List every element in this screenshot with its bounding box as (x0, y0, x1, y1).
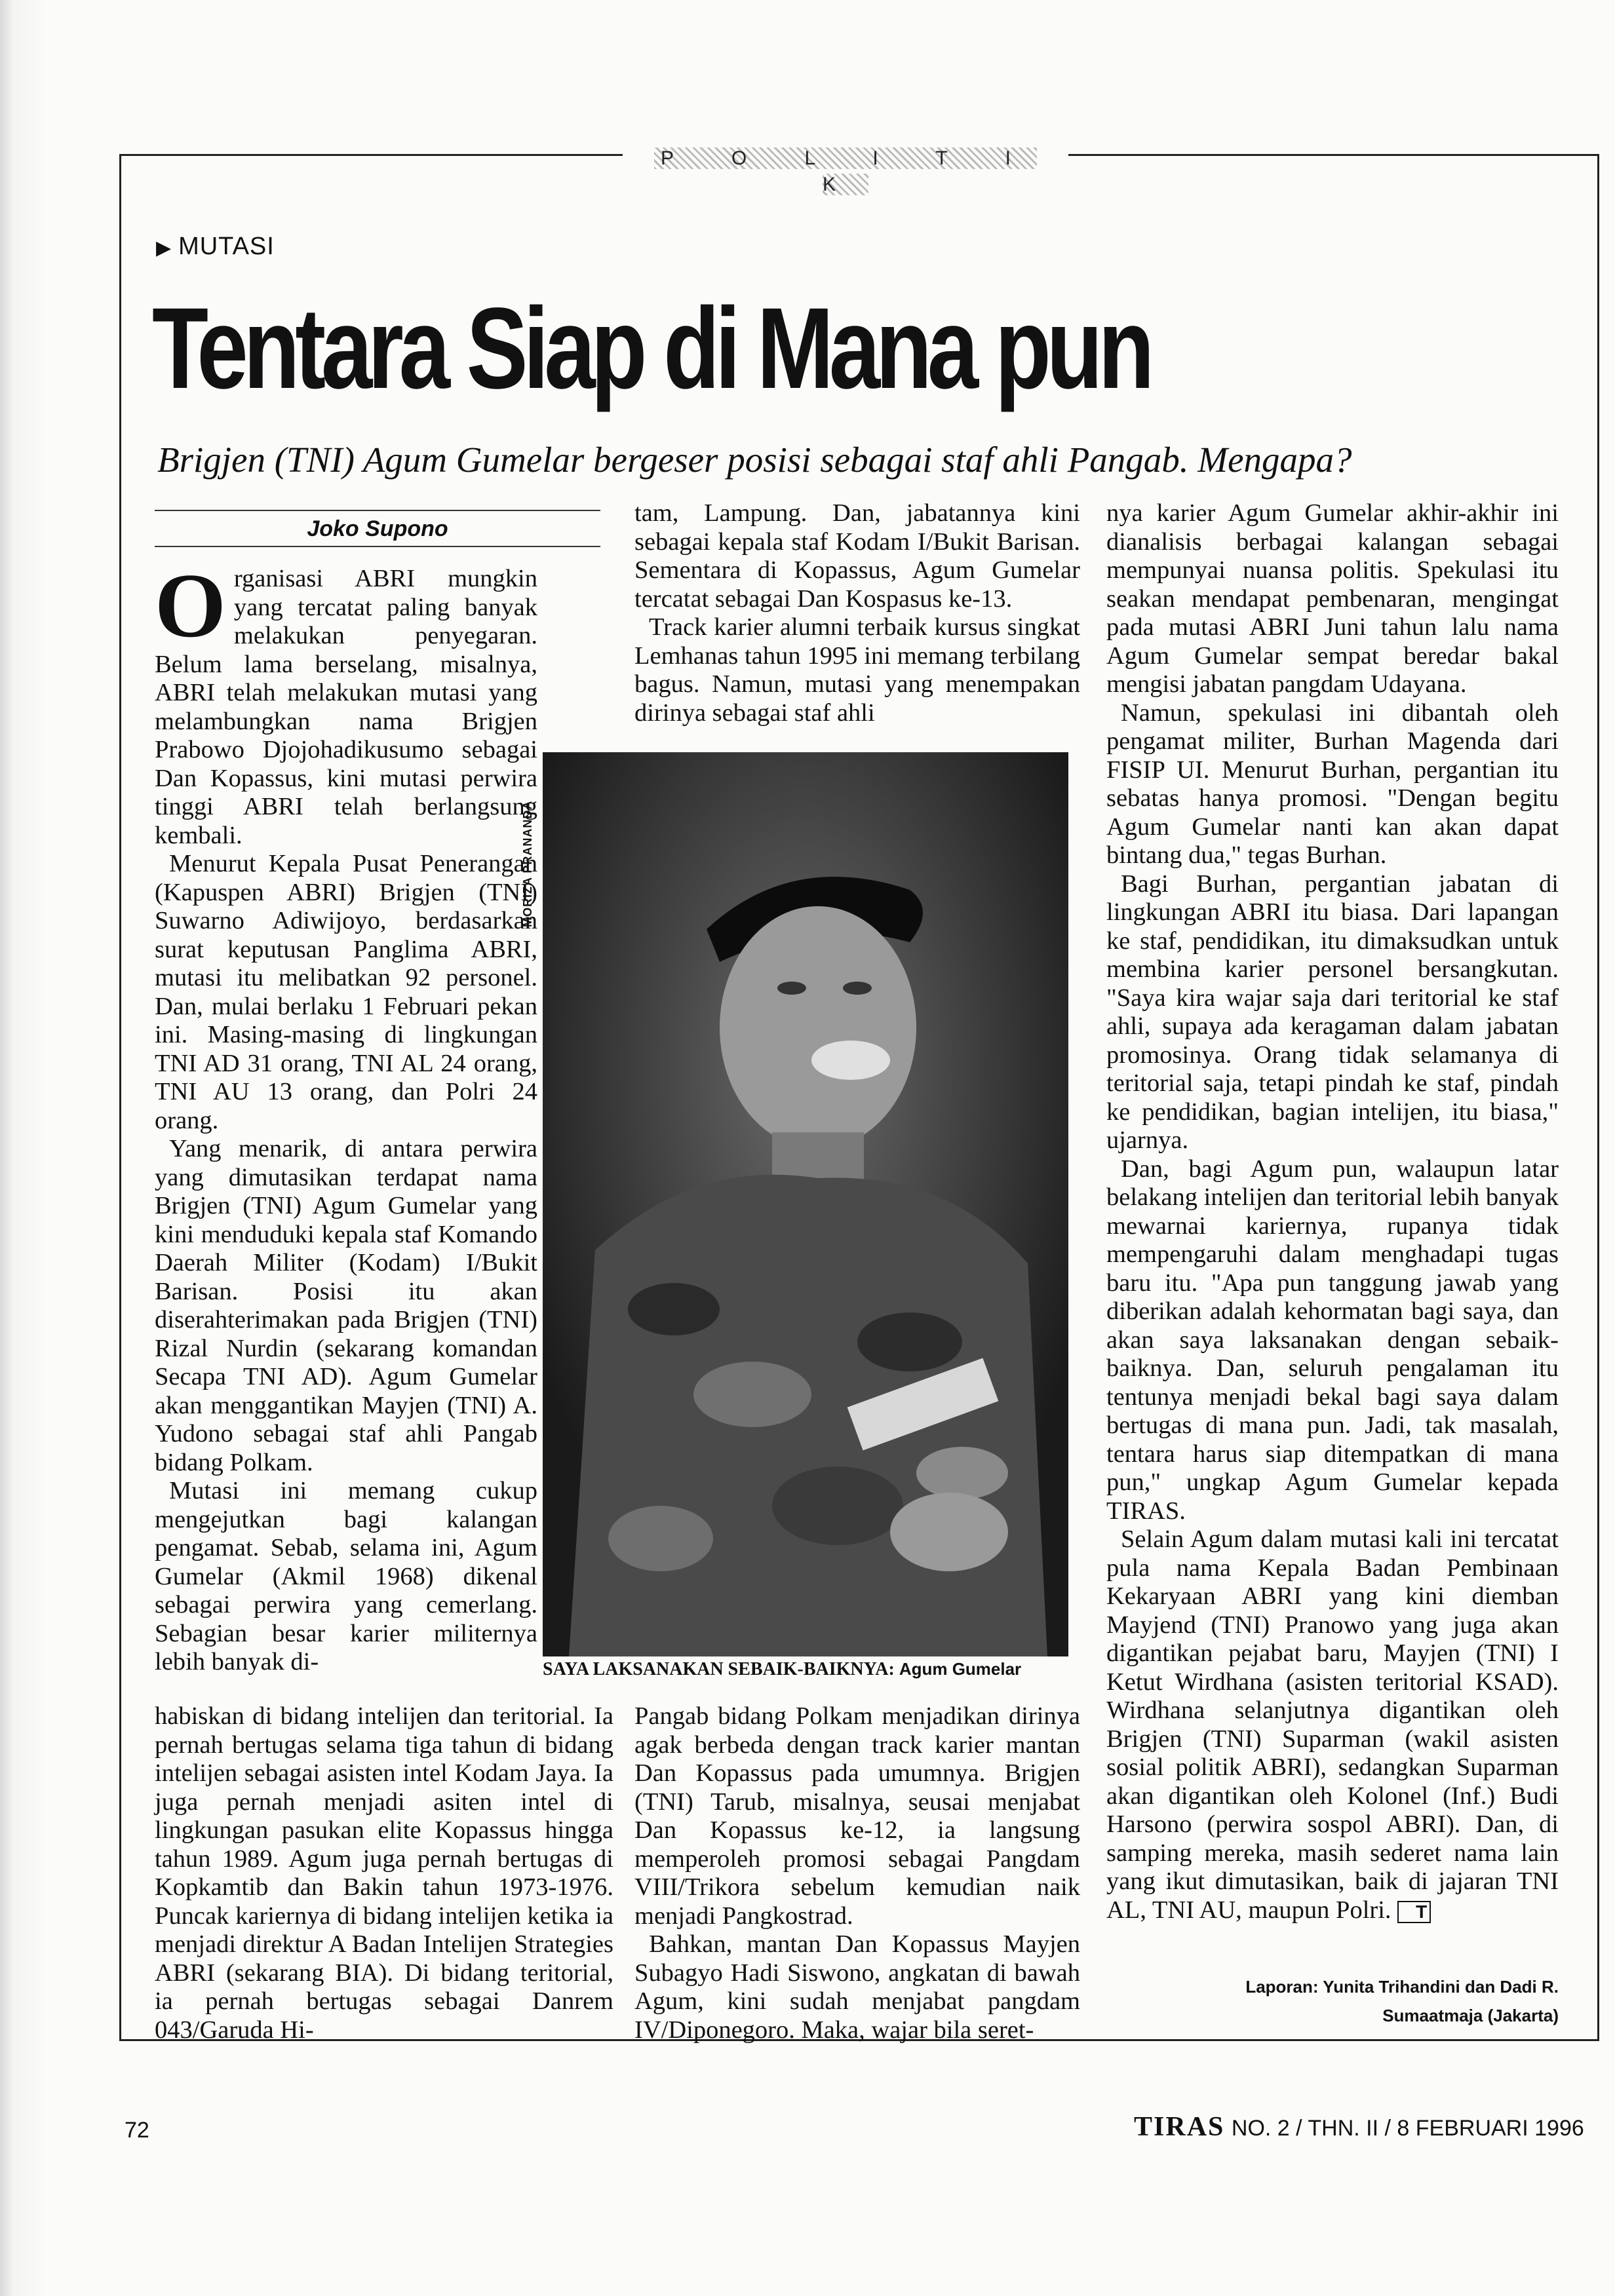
byline: Joko Supono (307, 516, 448, 541)
paragraph: Selain Agum dalam mutasi kali ini tercatat pula nama Kepala Badan Pembinaan Kekaryaan ABRI yang kini diemban Mayjend (TNI) Pranowo yang juga akan digantikan pejabat baru, Mayjen (TNI) I Ketut Wirdhana (asisten teritorial KSAD). Wirdhana selanjutnya digantikan oleh Brigjen (TNI) Suparman (wakil asisten sosial politik ABRI), sedangkan Suparman akan digantikan oleh Kolonel (Inf.) Budi Harsono (perwira sospol ABRI). Dan, di samping mereka, masih sederet nama lain yang ikut dimutasikan, baik di jajaran TNI AL, TNI AU, maupun Polri. T (1106, 1525, 1559, 1924)
caption-subject: Agum Gumelar (899, 1659, 1022, 1679)
arrow-icon: ▶ (156, 237, 172, 259)
soldier-portrait-image (543, 752, 1068, 1656)
paragraph: Dan, bagi Agum pun, walaupun latar belakang intelijen dan teritorial lebih banyak mewarnai kariernya, rupanya tidak mempengaruhi dalam menghadapi tugas baru itu. "Apa pun tanggung jawab yang diberikan adalah kehormatan bagi saya, dan akan saya laksanakan dengan sebaik-baiknya. Dan, seluruh pengalaman itu tentunya menjadi bekal bagi saya dalam bertugas di mana pun. Jadi, tak masalah, tentara harus siap ditempatkan di mana pun," ungkap Agum Gumelar kepada TIRAS. (1106, 1155, 1559, 1525)
divider (155, 510, 600, 511)
photo-caption (543, 1659, 1080, 1680)
paragraph: habiskan di bidang intelijen dan teritorial. Ia pernah bertugas selama tiga tahun di bidang intelijen sebagai asisten intel Kodam Jaya. Ia juga pernah menjadi asiten intel di lingkungan pasukan elite Kopassus hingga tahun 1989. Agum juga pernah bertugas di Kopkamtib dan Bakin tahun 1973-1976. Puncak kariernya di bidang intelijen ketika ia menjadi direktur A Badan Intelijen Strategies ABRI (sekarang BIA). Di bidang teritorial, ia pernah bertugas sebagai Danrem 043/Garuda Hi- (155, 1702, 613, 2044)
paragraph: Pangab bidang Polkam menjadikan dirinya agak berbeda dengan track karier mantan Dan Kopassus pada umumnya. Brigjen (TNI) Tarub, misalnya, seusai menjabat Dan Kopassus ke-12, ia langsung memperoleh promosi sebagai Pangdam VIII/Trikora sebelum kemudian naik menjadi Pangkostrad. (634, 1702, 1080, 1930)
deck: Brigjen (TNI) Agum Gumelar bergeser posisi sebagai staf ahli Pangab. Mengapa? (157, 440, 1352, 480)
rubric-label: P O L I T I K (623, 145, 1068, 172)
column-1-top (155, 555, 537, 1677)
dropcap: O (155, 555, 226, 657)
paragraph: Mutasi ini memang cukup mengejutkan bagi kalangan pengamat. Sebab, selama ini, Agum Gumelar (Akmil 1968) dikenal sebagai perwira yang cemerlang. Sebagian besar karier militernya lebih banyak di- (155, 1477, 537, 1675)
column-2-bottom (634, 1702, 1080, 2044)
section-text: MUTASI (178, 233, 275, 260)
paragraph: Bagi Burhan, pergantian jabatan di lingkungan ABRI itu biasa. Dari lapangan ke staf, pendidikan, itu dimaksudkan untuk membina karier personel bersangkutan. "Saya kira wajar saja dari teritorial ke staf ahli, supaya ada keragaman dalam jabatan promosinya. Orang tidak selamanya di teritorial saja, tetapi pindah ke staf, pindah ke pendidikan, bagian intelijen, itu biasa," ujarnya. (1106, 870, 1559, 1154)
byline-block (155, 510, 600, 547)
photo-credit: MORIZA PRANANDA (521, 800, 534, 927)
divider (155, 546, 600, 547)
scan-edge (0, 0, 46, 2296)
paragraph: tam, Lampung. Dan, jabatannya kini sebagai kepala staf Kodam I/Bukit Barisan. Sementara di Kopassus, Agum Gumelar tercatat sebagai Dan Kospasus ke-13. (634, 499, 1080, 613)
paragraph: Organisasi ABRI mungkin yang tercatat paling banyak melakukan penyegaran. Belum lama berselang, misalnya, ABRI telah melakukan mutasi yang melambungkan nama Brigjen Prabowo Djojohadikusumo sebagai Dan Kopassus, kini mutasi perwira tinggi ABRI telah berlangsung kembali. (155, 555, 537, 849)
publication-footer (1134, 2111, 1584, 2143)
paragraph: nya karier Agum Gumelar akhir-akhir ini dianalisis berbagai kalangan sebagai mempunyai nuansa politis. Spekulasi itu seakan mendapat pembenaran, mengingat pada mutasi ABRI Juni tahun lalu nama Agum Gumelar sempat beredar bakal mengisi jabatan pangdam Udayana. (1106, 499, 1559, 698)
end-mark-icon: T (1397, 1901, 1431, 1923)
caption-text: SAYA LAKSANAKAN SEBAIK-BAIKNYA: (543, 1659, 895, 1679)
paragraph: Menurut Kepala Pusat Penerangan (Kapuspen ABRI) Brigjen (TNI) Suwarno Adiwijoyo, berdasarkan surat keputusan Panglima ABRI, mutasi itu melibatkan 92 personel. Dan, mulai berlaku 1 Februari pekan ini. Masing-masing di lingkungan TNI AD 31 orang, TNI AL 24 orang, TNI AU 13 orang, dan Polri 24 orang. (155, 850, 537, 1134)
paragraph: Yang menarik, di antara perwira yang dimutasikan terdapat nama Brigjen (TNI) Agum Gumelar yang kini menduduki kepala staf Komando Daerah Militer (Kodam) I/Bukit Barisan. Posisi itu akan diserahterimakan pada Brigjen (TNI) Rizal Nurdin (sekarang komandan Secapa TNI AD). Agum Gumelar akan menggantikan Mayjen (TNI) A. Yudono sebagai staf ahli Pangab bidang Polkam. (155, 1135, 537, 1476)
reporters-credit: Laporan: Yunita Trihandini dan Dadi R. Sumaatmaja (Jakarta) (1245, 1977, 1559, 2025)
publication-name: TIRAS (1134, 2112, 1225, 2142)
paragraph: Track karier alumni terbaik kursus singkat Lemhanas tahun 1995 ini memang terbilang bagus. Namun, mutasi yang menempakan dirinya sebagai staf ahli (634, 613, 1080, 727)
headline: Tentara Siap di Mana pun (152, 284, 1150, 413)
paragraph: Bahkan, mantan Dan Kopassus Mayjen Subagyo Hadi Siswono, angkatan di bawah Agum, kini sudah menjabat pangdam IV/Diponegoro. Maka, wajar bila seret- (634, 1930, 1080, 2044)
column-1-bottom (155, 1702, 613, 2044)
column-3 (1106, 499, 1559, 1924)
page-number: 72 (125, 2118, 149, 2143)
section-label (156, 233, 275, 261)
column-2-top (634, 499, 1080, 727)
portrait-photo (543, 752, 1068, 1656)
paragraph: Namun, spekulasi ini dibantah oleh pengamat militer, Burhan Magenda dari FISIP UI. Menurut Burhan, pergantian itu sebatas hanya promosi. "Dengan begitu Agum Gumelar nanti kan akan dapat bintang dua," tegas Burhan. (1106, 698, 1559, 869)
issue-info: NO. 2 / THN. II / 8 FEBRUARI 1996 (1231, 2116, 1584, 2141)
